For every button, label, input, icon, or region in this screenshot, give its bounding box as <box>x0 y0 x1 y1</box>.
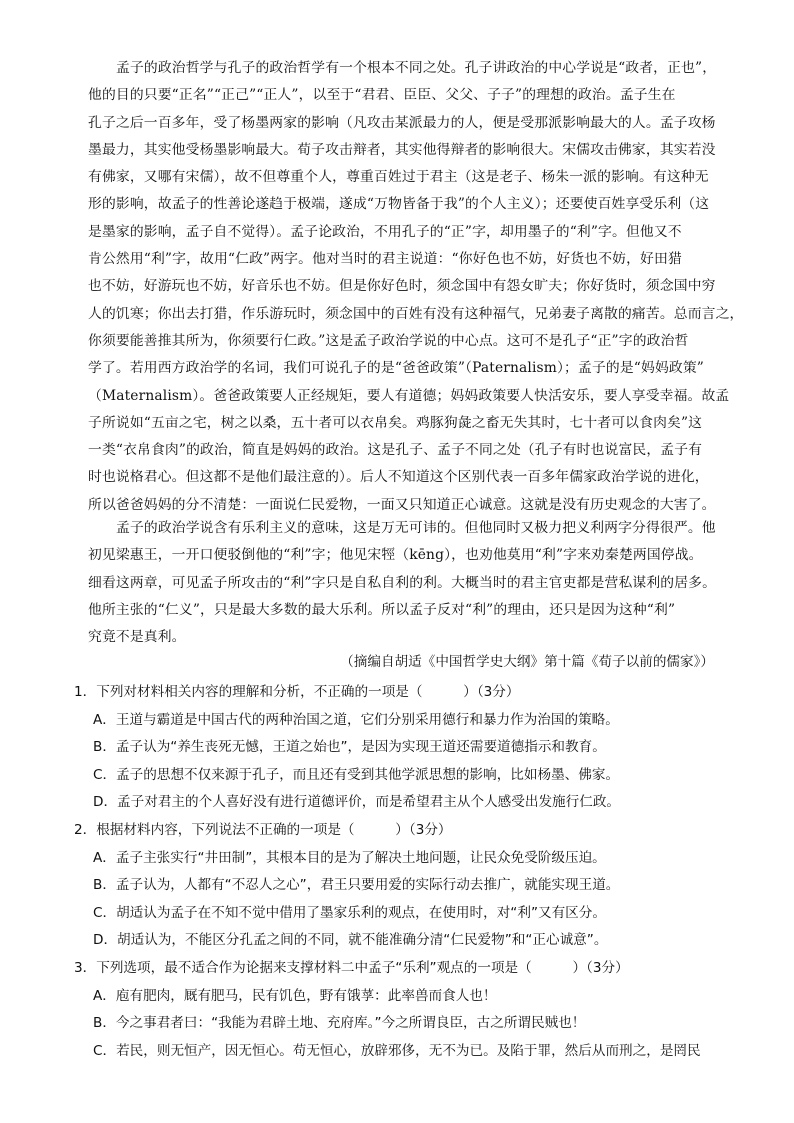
option-a: A．王道与霸道是中国古代的两种治国之道，它们分别采用德行和暴力作为治国的策略。 <box>93 711 619 728</box>
passage-paragraph-2 <box>88 515 720 651</box>
passage-line: 孟子的政治学说含有乐利主义的意味，这是万无可讳的。但他同时又极力把义利两字分得很严。他 <box>116 520 716 536</box>
passage-line: 他所主张的“仁义”，只是最大多数的最大乐利。所以孟子反对“利”的理由，还只是因为这种“利” <box>88 601 676 618</box>
passage-line: （Maternalism）。爸爸政策要人正经规矩，要人有道德；妈妈政策要人快活安乐，要人享受幸福。故孟 <box>88 387 730 404</box>
questions-section <box>74 679 724 1065</box>
option-b: B．孟子认为，人都有“不忍人之心”，君王只要用爱的实际行动去推广，就能实现王道。 <box>93 877 620 894</box>
passage-line: 人的饥寒；你出去打猎，作乐游玩时，须念国中的百姓有没有这种福气，兄弟妻子离散的痛苦。总而言之， <box>88 305 744 322</box>
option-d: D．孟子对君主的个人喜好没有进行道德评价，而是希望君主从个人感受出发施行仁政。 <box>93 794 621 811</box>
passage-paragraph-1 <box>88 55 744 519</box>
question-1 <box>74 679 724 817</box>
option-b: B．今之事君者曰：“我能为君辟土地、充府库。”今之所谓良臣，古之所谓民贼也！ <box>93 1015 586 1032</box>
passage-line: 时也说格君心。但这都不是他们最注意的）。后人不知道这个区别代表一百多年儒家政治学说的进化， <box>88 469 709 486</box>
passage-line: 墨最力，其实他受杨墨影响最大。荀子攻击辩者，其实他得辩者的影响很大。宋儒攻击佛家，其实若没 <box>88 141 716 158</box>
option-a: A．庖有肥肉，厩有肥马，民有饥色，野有饿莩：此率兽而食人也！ <box>93 987 497 1004</box>
passage-source: （摘编自胡适《中国哲学史大纲》第十篇《荀子以前的儒家》） <box>340 654 714 670</box>
question-3 <box>74 955 724 1065</box>
option-c: C．胡适认为孟子在不知不觉中借用了墨家乐利的观点，在使用时，对“利”又有区分。 <box>93 904 606 921</box>
passage-line: 肯公然用“利”字，故用“仁政”两字。他对当时的君主说道：“你好色也不妨，好货也不妨，好田猎 <box>88 251 682 268</box>
option-c: C．孟子的思想不仅来源于孔子，而且还有受到其他学派思想的影响，比如杨墨、佛家。 <box>93 766 620 783</box>
passage-line: 孔子之后一百多年，受了杨墨两家的影响（凡攻击某派最力的人，便是受那派影响最大的人。孟子攻杨 <box>88 114 716 131</box>
passage-line: 初见梁惠王，一开口便驳倒他的“利”字；他见宋牼（kēng），也劝他莫用“利”字来劝秦楚两国停战。 <box>88 547 703 564</box>
passage-line: 子所说如“五亩之宅，树之以桑，五十者可以衣帛矣。鸡豚狗彘之畜无失其时，七十者可以食肉矣”这 <box>88 414 703 431</box>
option-b: B．孟子认为“养生丧死无憾，王道之始也”，是因为实现王道还需要道德指示和教育。 <box>93 739 606 756</box>
passage-line: 所以爸爸妈妈的分不清楚：一面说仁民爱物，一面又只知道正心诚意。这就是没有历史观念的大害了。 <box>88 496 716 513</box>
passage-line: 也不妨，好游玩也不妨，好音乐也不妨。但是你好色时，须念国中有怨女旷夫；你好货时，须念国中穷 <box>88 278 716 295</box>
passage-line: 你须要能善推其所为，你须要行仁政。”这是孟子政治学说的中心点。这可不是孔子“正”字的政治哲 <box>88 332 689 349</box>
question-stem: 2．根据材料内容，下列说法不正确的一项是（ ）（3分） <box>74 821 452 838</box>
passage-line: 他的目的只要“正名”“正己”“正人”，以至于“君君、臣臣、父父、子子”的理想的政治。孟子生在 <box>88 87 676 104</box>
passage-line: 是墨家的影响，孟子自不觉得）。孟子论政治，不用孔子的“正”字，却用墨子的“利”字。但他又不 <box>88 223 682 240</box>
question-stem: 3．下列选项，最不适合作为论据来支撑材料二中孟子“乐利”观点的一项是（ ）（3分） <box>74 959 629 976</box>
question-stem: 1．下列对材料相关内容的理解和分析，不正确的一项是（ ）（3分） <box>74 684 520 700</box>
passage-line: 形的影响，故孟子的性善论遂趋于极端，遂成“万物皆备于我”的个人主义）；还要使百姓享受乐利（这 <box>88 196 710 213</box>
passage-line: 究竟不是真利。 <box>88 629 186 646</box>
passage-line: 有佛家，又哪有宋儒），故不但尊重个人，尊重百姓过于君主（这是老子、杨朱一派的影响。有这种无 <box>88 169 709 186</box>
option-d: D．胡适认为，不能区分孔孟之间的不同，就不能准确分清“仁民爱物”和“正心诚意”。 <box>93 932 608 949</box>
passage-line: 孟子的政治哲学与孔子的政治哲学有一个根本不同之处。孔子讲政治的中心学说是“政者，正也”， <box>116 60 717 76</box>
option-c: C．若民，则无恒产，因无恒心。苟无恒心，放辟邪侈，无不为已。及陷于罪，然后从而刑之，是罔民 <box>93 1042 701 1059</box>
passage-line: 一类“衣帛食肉”的政治，简直是妈妈的政治。这是孔子、孟子不同之处（孔子有时也说富民，孟子有 <box>88 442 703 459</box>
passage-line: 学了。若用西方政治学的名词，我们可说孔子的是“爸爸政策”（Paternalism）；孟子的是“妈妈政策” <box>88 360 704 377</box>
passage-line: 细看这两章，可见孟子所攻击的“利”字只是自私自利的利。大概当时的君主官吏都是营私谋利的居多。 <box>88 574 717 591</box>
question-2 <box>74 817 724 955</box>
option-a: A．孟子主张实行“井田制”，其根本目的是为了解决土地问题，让民众免受阶级压迫。 <box>93 849 606 866</box>
